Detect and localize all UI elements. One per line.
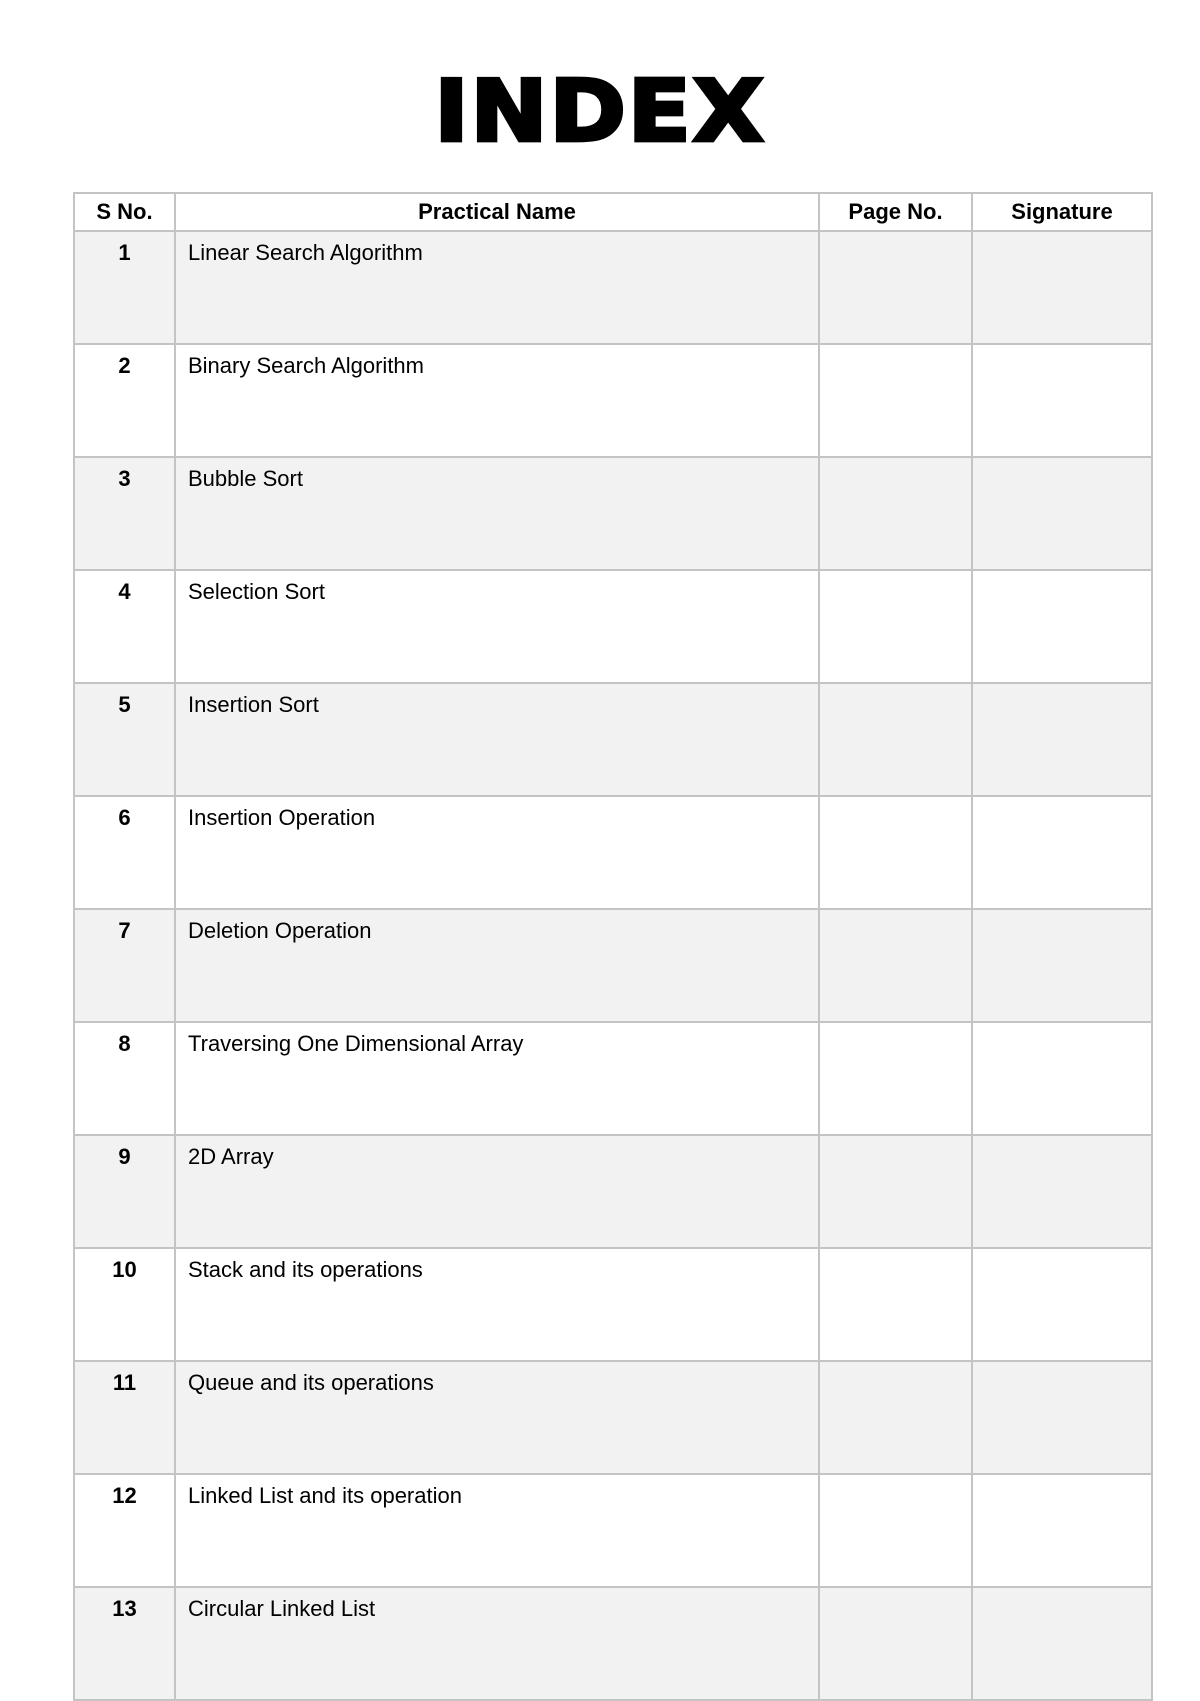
cell-signature: [972, 231, 1152, 344]
cell-practical-name: Binary Search Algorithm: [175, 344, 819, 457]
cell-signature: [972, 457, 1152, 570]
header-practical-name: Practical Name: [175, 193, 819, 231]
cell-page-no: [819, 796, 972, 909]
cell-sno: 12: [74, 1474, 175, 1587]
table-body: [74, 231, 1152, 1700]
cell-practical-name: Traversing One Dimensional Array: [175, 1022, 819, 1135]
cell-signature: [972, 1022, 1152, 1135]
cell-signature: [972, 1474, 1152, 1587]
cell-sno: 10: [74, 1248, 175, 1361]
cell-practical-name: Deletion Operation: [175, 909, 819, 1022]
cell-practical-name: Selection Sort: [175, 570, 819, 683]
table-row: [74, 1022, 1152, 1135]
cell-page-no: [819, 1587, 972, 1700]
cell-practical-name: Bubble Sort: [175, 457, 819, 570]
table-row: [74, 1474, 1152, 1587]
table-row: [74, 344, 1152, 457]
cell-page-no: [819, 909, 972, 1022]
cell-sno: 1: [74, 231, 175, 344]
cell-page-no: [819, 344, 972, 457]
cell-practical-name: Linked List and its operation: [175, 1474, 819, 1587]
cell-signature: [972, 1587, 1152, 1700]
page-title: INDEX: [434, 62, 766, 161]
cell-signature: [972, 1248, 1152, 1361]
table-row: [74, 683, 1152, 796]
cell-signature: [972, 570, 1152, 683]
cell-sno: 13: [74, 1587, 175, 1700]
cell-sno: 11: [74, 1361, 175, 1474]
cell-practical-name: Queue and its operations: [175, 1361, 819, 1474]
table-row: [74, 1361, 1152, 1474]
cell-practical-name: Insertion Operation: [175, 796, 819, 909]
cell-page-no: [819, 570, 972, 683]
cell-practical-name: Circular Linked List: [175, 1587, 819, 1700]
cell-practical-name: Insertion Sort: [175, 683, 819, 796]
cell-sno: 6: [74, 796, 175, 909]
table-row: [74, 1135, 1152, 1248]
cell-signature: [972, 1135, 1152, 1248]
cell-page-no: [819, 1135, 972, 1248]
cell-sno: 5: [74, 683, 175, 796]
cell-sno: 7: [74, 909, 175, 1022]
table-row: [74, 796, 1152, 909]
table-row: [74, 909, 1152, 1022]
cell-page-no: [819, 231, 972, 344]
cell-signature: [972, 1361, 1152, 1474]
cell-sno: 9: [74, 1135, 175, 1248]
table-row: [74, 1248, 1152, 1361]
table-row: [74, 231, 1152, 344]
cell-signature: [972, 683, 1152, 796]
cell-page-no: [819, 457, 972, 570]
cell-page-no: [819, 1248, 972, 1361]
header-page-no: Page No.: [819, 193, 972, 231]
cell-sno: 4: [74, 570, 175, 683]
table-row: [74, 570, 1152, 683]
cell-signature: [972, 796, 1152, 909]
cell-page-no: [819, 1361, 972, 1474]
cell-sno: 8: [74, 1022, 175, 1135]
index-table: [73, 192, 1153, 1701]
cell-practical-name: Stack and its operations: [175, 1248, 819, 1361]
table-row: [74, 457, 1152, 570]
header-signature: Signature: [972, 193, 1152, 231]
table-row: [74, 1587, 1152, 1700]
cell-practical-name: 2D Array: [175, 1135, 819, 1248]
table-header-row: [74, 193, 1152, 231]
cell-practical-name: Linear Search Algorithm: [175, 231, 819, 344]
cell-page-no: [819, 683, 972, 796]
header-sno: S No.: [74, 193, 175, 231]
cell-signature: [972, 909, 1152, 1022]
cell-page-no: [819, 1022, 972, 1135]
cell-sno: 3: [74, 457, 175, 570]
cell-page-no: [819, 1474, 972, 1587]
cell-signature: [972, 344, 1152, 457]
cell-sno: 2: [74, 344, 175, 457]
